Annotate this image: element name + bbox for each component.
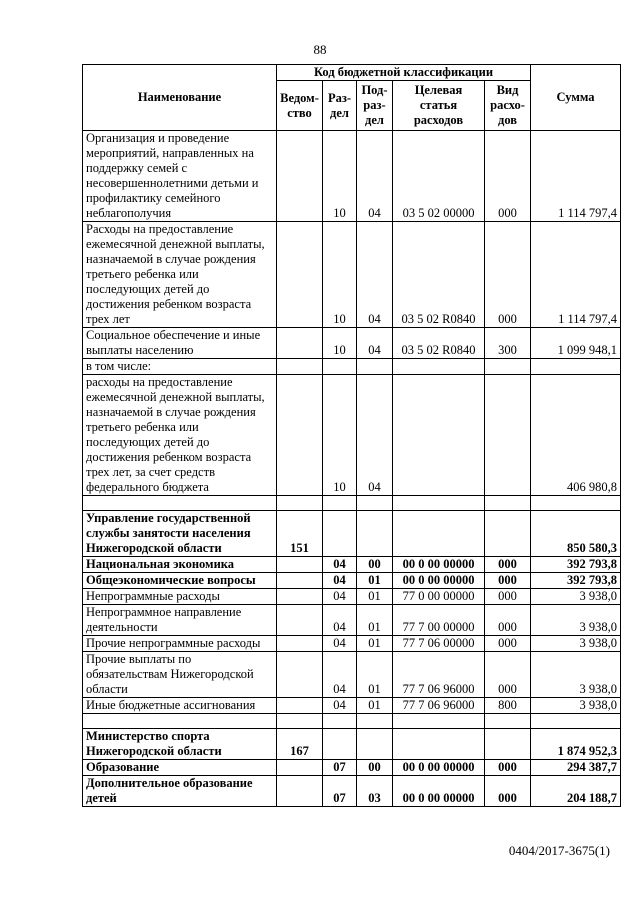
- cell-vid: [485, 375, 531, 496]
- cell-celevaya: 77 7 06 00000: [393, 636, 485, 652]
- cell-razdel: [323, 729, 357, 760]
- header-celevaya: Целевая статья расходов: [393, 81, 485, 131]
- cell-vedomstvo: 151: [277, 511, 323, 557]
- cell-vid: 000: [485, 557, 531, 573]
- cell-vid: [485, 511, 531, 557]
- header-vedomstvo: Ведом-ство: [277, 81, 323, 131]
- cell-summa: 392 793,8: [531, 573, 621, 589]
- table-row: [83, 652, 621, 698]
- cell-razdel: 04: [323, 557, 357, 573]
- cell-name: Общеэкономические вопросы: [83, 573, 277, 589]
- table-row: [83, 573, 621, 589]
- cell-summa: [531, 359, 621, 375]
- cell-razdel: 04: [323, 589, 357, 605]
- table-row: [83, 131, 621, 222]
- cell-vid: 800: [485, 698, 531, 714]
- cell-summa: 294 387,7: [531, 760, 621, 776]
- table-row: [83, 729, 621, 760]
- cell-podrazdel: [357, 359, 393, 375]
- cell-summa: 3 938,0: [531, 589, 621, 605]
- header-razdel: Раз-дел: [323, 81, 357, 131]
- cell-vedomstvo: [277, 605, 323, 636]
- cell-name: Прочие выплаты по обязательствам Нижегородской области: [83, 652, 277, 698]
- cell-podrazdel: 04: [357, 375, 393, 496]
- cell-vid: 000: [485, 652, 531, 698]
- empty-cell: [277, 496, 323, 511]
- cell-vid: 000: [485, 605, 531, 636]
- cell-name: Дополнительное образование детей: [83, 776, 277, 807]
- header-vid: Вид расхо-дов: [485, 81, 531, 131]
- cell-vedomstvo: [277, 328, 323, 359]
- cell-name: Образование: [83, 760, 277, 776]
- cell-vedomstvo: [277, 652, 323, 698]
- cell-podrazdel: [357, 511, 393, 557]
- cell-vid: 000: [485, 573, 531, 589]
- table-row: [83, 359, 621, 375]
- cell-vid: 000: [485, 760, 531, 776]
- cell-razdel: [323, 511, 357, 557]
- table-row: [83, 511, 621, 557]
- cell-name: Социальное обеспечение и иные выплаты населению: [83, 328, 277, 359]
- cell-summa: 1 114 797,4: [531, 222, 621, 328]
- cell-summa: 1 874 952,3: [531, 729, 621, 760]
- empty-cell: [531, 496, 621, 511]
- cell-podrazdel: 01: [357, 573, 393, 589]
- cell-celevaya: 03 5 02 R0840: [393, 328, 485, 359]
- cell-podrazdel: 04: [357, 328, 393, 359]
- cell-razdel: 04: [323, 636, 357, 652]
- cell-summa: 204 188,7: [531, 776, 621, 807]
- cell-razdel: 04: [323, 698, 357, 714]
- cell-celevaya: 00 0 00 00000: [393, 776, 485, 807]
- cell-podrazdel: 04: [357, 131, 393, 222]
- cell-celevaya: 00 0 00 00000: [393, 760, 485, 776]
- empty-cell: [485, 496, 531, 511]
- cell-summa: 3 938,0: [531, 652, 621, 698]
- cell-celevaya: [393, 729, 485, 760]
- empty-cell: [485, 714, 531, 729]
- cell-vedomstvo: 167: [277, 729, 323, 760]
- cell-name: Непрограммное направление деятельности: [83, 605, 277, 636]
- cell-celevaya: 00 0 00 00000: [393, 557, 485, 573]
- cell-razdel: 04: [323, 573, 357, 589]
- table-header: [83, 65, 621, 131]
- cell-podrazdel: 01: [357, 652, 393, 698]
- cell-vedomstvo: [277, 222, 323, 328]
- spacer-row: [83, 714, 621, 729]
- cell-razdel: 10: [323, 222, 357, 328]
- budget-table: [82, 64, 621, 807]
- cell-vid: 000: [485, 776, 531, 807]
- cell-vedomstvo: [277, 375, 323, 496]
- cell-celevaya: 77 7 00 00000: [393, 605, 485, 636]
- cell-podrazdel: 01: [357, 636, 393, 652]
- cell-celevaya: 77 7 06 96000: [393, 698, 485, 714]
- cell-vedomstvo: [277, 573, 323, 589]
- cell-name: в том числе:: [83, 359, 277, 375]
- cell-vedomstvo: [277, 557, 323, 573]
- cell-razdel: 10: [323, 131, 357, 222]
- cell-summa: 3 938,0: [531, 636, 621, 652]
- table-body: [83, 131, 621, 807]
- cell-summa: 1 114 797,4: [531, 131, 621, 222]
- page-number: 88: [313, 42, 327, 57]
- cell-celevaya: [393, 511, 485, 557]
- header-summa: Сумма: [531, 65, 621, 131]
- empty-cell: [323, 714, 357, 729]
- empty-cell: [323, 496, 357, 511]
- cell-name: Расходы на предоставление ежемесячной денежной выплаты, назначаемой в случае рождения третьего ребенка или последующих детей до достижения ребенком возраста трех лет: [83, 222, 277, 328]
- cell-razdel: [323, 359, 357, 375]
- cell-name: Прочие непрограммные расходы: [83, 636, 277, 652]
- table-row: [83, 776, 621, 807]
- cell-vedomstvo: [277, 776, 323, 807]
- spacer-row: [83, 496, 621, 511]
- cell-celevaya: 03 5 02 00000: [393, 131, 485, 222]
- empty-cell: [357, 714, 393, 729]
- cell-vedomstvo: [277, 359, 323, 375]
- table-row: [83, 605, 621, 636]
- cell-vid: 000: [485, 222, 531, 328]
- table-row: [83, 375, 621, 496]
- table-row: [83, 557, 621, 573]
- cell-vedomstvo: [277, 589, 323, 605]
- cell-podrazdel: 01: [357, 698, 393, 714]
- cell-celevaya: [393, 359, 485, 375]
- empty-cell: [393, 714, 485, 729]
- empty-cell: [357, 496, 393, 511]
- cell-summa: 850 580,3: [531, 511, 621, 557]
- cell-celevaya: 77 0 00 00000: [393, 589, 485, 605]
- cell-name: Иные бюджетные ассигнования: [83, 698, 277, 714]
- cell-name: Управление государственной службы занятости населения Нижегородской области: [83, 511, 277, 557]
- cell-podrazdel: 04: [357, 222, 393, 328]
- cell-vid: [485, 729, 531, 760]
- cell-summa: 3 938,0: [531, 605, 621, 636]
- cell-summa: 392 793,8: [531, 557, 621, 573]
- empty-cell: [531, 714, 621, 729]
- table-row: [83, 636, 621, 652]
- table-row: [83, 698, 621, 714]
- cell-podrazdel: 01: [357, 589, 393, 605]
- empty-cell: [277, 714, 323, 729]
- cell-vedomstvo: [277, 131, 323, 222]
- cell-razdel: 04: [323, 652, 357, 698]
- cell-razdel: 10: [323, 375, 357, 496]
- table-row: [83, 760, 621, 776]
- cell-razdel: 07: [323, 760, 357, 776]
- cell-summa: 406 980,8: [531, 375, 621, 496]
- cell-vedomstvo: [277, 636, 323, 652]
- cell-celevaya: 03 5 02 R0840: [393, 222, 485, 328]
- cell-podrazdel: 00: [357, 557, 393, 573]
- cell-razdel: 04: [323, 605, 357, 636]
- cell-name: Национальная экономика: [83, 557, 277, 573]
- document-code: 0404/2017-3675(1): [508, 843, 610, 858]
- cell-podrazdel: 01: [357, 605, 393, 636]
- header-code-group: Код бюджетной классификации: [277, 65, 531, 81]
- cell-celevaya: [393, 375, 485, 496]
- table-row: [83, 222, 621, 328]
- cell-summa: 3 938,0: [531, 698, 621, 714]
- cell-name: Непрограммные расходы: [83, 589, 277, 605]
- cell-razdel: 07: [323, 776, 357, 807]
- cell-vid: [485, 359, 531, 375]
- table-row: [83, 589, 621, 605]
- cell-podrazdel: 03: [357, 776, 393, 807]
- cell-name: Министерство спорта Нижегородской области: [83, 729, 277, 760]
- cell-vedomstvo: [277, 760, 323, 776]
- cell-razdel: 10: [323, 328, 357, 359]
- header-name: Наименование: [83, 65, 277, 131]
- cell-podrazdel: [357, 729, 393, 760]
- cell-vedomstvo: [277, 698, 323, 714]
- cell-vid: 000: [485, 589, 531, 605]
- cell-vid: 300: [485, 328, 531, 359]
- cell-name: расходы на предоставление ежемесячной денежной выплаты, назначаемой в случае рождения третьего ребенка или последующих детей до достижения ребенком возраста трех лет, за счет средств федерального бюджета: [83, 375, 277, 496]
- cell-vid: 000: [485, 636, 531, 652]
- cell-summa: 1 099 948,1: [531, 328, 621, 359]
- empty-cell: [393, 496, 485, 511]
- empty-cell: [83, 714, 277, 729]
- table-row: [83, 328, 621, 359]
- cell-vid: 000: [485, 131, 531, 222]
- empty-cell: [83, 496, 277, 511]
- cell-celevaya: 00 0 00 00000: [393, 573, 485, 589]
- cell-name: Организация и проведение мероприятий, направленных на поддержку семей с несовершеннолетними детьми и профилактику семейного неблагополучия: [83, 131, 277, 222]
- header-podrazdel: Под-раз-дел: [357, 81, 393, 131]
- cell-podrazdel: 00: [357, 760, 393, 776]
- cell-celevaya: 77 7 06 96000: [393, 652, 485, 698]
